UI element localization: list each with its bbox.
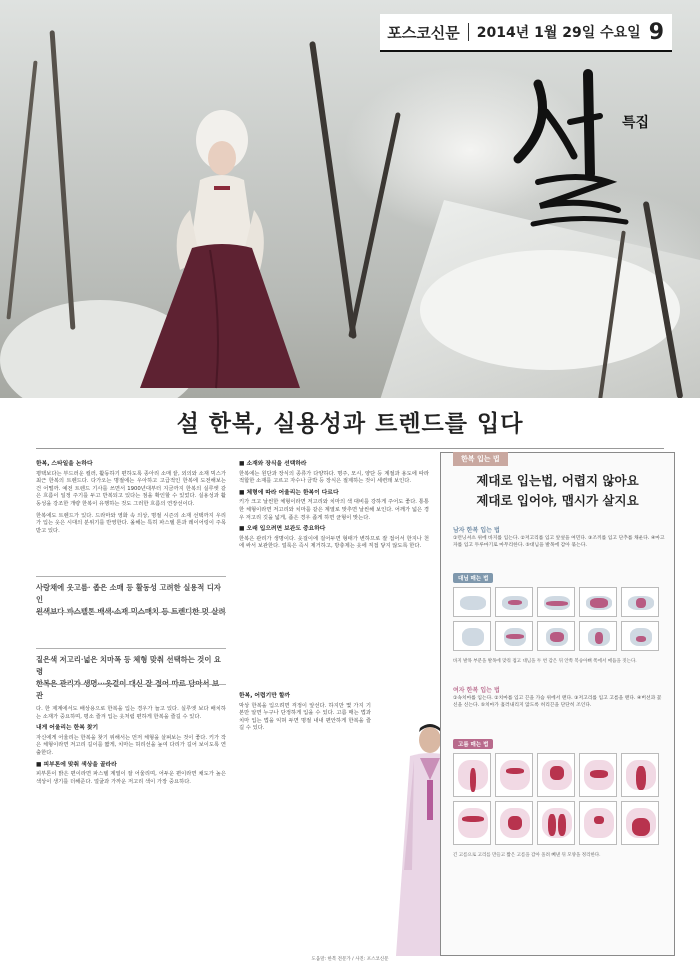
- article-paragraph: 키가 크고 날씬한 체형이라면 저고리와 치마의 색 대비를 강하게 주어도 좋다. 통통한 체형이라면 저고리와 치마를 같은 계열로 맞추면 날씬해 보인다. 어깨가 넓은 경우 저고리 깃을 넓게, 좁은 경우 좁게 하면 균형이 맞는다.: [239, 499, 429, 521]
- step-illustration: [453, 801, 491, 845]
- article-paragraph: 막상 한복을 입으려면 걱정이 앞선다. 하지만 몇 가지 기본만 알면 누구나 단정하게 입을 수 있다. 고름 매는 법과 치마 입는 법을 익혀 두면 명절 내내 편안하게 한복을 즐길 수 있다.: [239, 702, 371, 732]
- section-heading: 한복, 어렵기만 할까: [239, 693, 291, 699]
- pull-quote-2: [36, 654, 226, 702]
- page-number: 9: [648, 19, 664, 45]
- article-column-2: [239, 458, 429, 555]
- section-heading: ■ 오래 입으려면 보관도 중요하다: [239, 526, 326, 533]
- section-heading: ■ 체형에 따라 어울리는 한복이 다르다: [239, 489, 339, 496]
- step-illustration: [579, 621, 617, 651]
- step-illustration: [495, 621, 533, 651]
- women-section-heading: 여자 한복 입는 법: [453, 687, 500, 694]
- daenim-caption: 바지 발목 부분을 발목에 맞춰 접고 대님을 두 번 감은 뒤 안쪽 복숭아뼈 쪽에서 매듭을 짓는다.: [453, 659, 637, 664]
- step-illustration: [579, 801, 617, 845]
- step-illustration: [537, 801, 575, 845]
- daenim-label: 대님 매는 법: [453, 573, 493, 583]
- men-instructions: ①런닝셔츠 위에 바지를 입는다. ②저고리를 입고 앞섶을 여민다. ③조끼를 입고 단추를 채운다. ④마고자를 입고 두루마기로 마무리한다. ⑤대님을 발목에 감아 묶는다.: [453, 536, 665, 548]
- woman-in-hanbok: [130, 100, 310, 390]
- article-paragraph: 다. 한 제계에서도 배상용으로 한복을 입는 경우가 늘고 있다. 실루엣 보다 배치하는 소재가 중요하며, 평소 즐겨 입는 옷처럼 편하게 한복을 즐길 수 있다.: [36, 706, 226, 720]
- masthead-divider: [468, 23, 469, 41]
- tree-trunk: [50, 30, 76, 330]
- pull-quote-rule: [36, 648, 226, 649]
- tree-trunk: [309, 41, 357, 339]
- issue-date: 2014년 1월 29일 수요일: [476, 25, 641, 41]
- article-paragraph: 한복은 관리가 생명이다. 옷걸이에 걸어두면 형태가 변하므로 잘 접어서 한지나 천에 싸서 보관한다. 얼룩은 즉시 제거하고, 방충제는 옷에 직접 닿지 않도록 한다.: [239, 535, 429, 550]
- article-column-1: [36, 458, 226, 539]
- step-illustration: [579, 753, 617, 797]
- main-headline: 설 한복, 실용성과 트렌드를 입다: [176, 410, 524, 437]
- men-section-heading: 남자 한복 입는 법: [453, 527, 500, 534]
- step-illustration: [579, 587, 617, 617]
- step-illustration: [537, 753, 575, 797]
- step-illustration: [621, 621, 659, 651]
- pull-quote-rule: [36, 612, 226, 613]
- daenim-steps: [453, 587, 665, 651]
- step-illustration: [621, 801, 659, 845]
- sidebar-title: [441, 471, 674, 511]
- how-to-wear-sidebar: [440, 452, 675, 956]
- headline-rule: [36, 448, 664, 449]
- pull-quote-line: 사랑채에 옷고름· 좁은 소매 등 활동성 고려한 실용적 디자인: [36, 583, 221, 604]
- article-paragraph: 피부톤이 밝은 편이라면 파스텔 계열이 잘 어울리며, 어두운 편이라면 채도가 높은 색상이 생기를 더해준다. 얼굴과 가까운 저고리 색이 가장 중요하다.: [36, 771, 226, 785]
- step-illustration: [537, 621, 575, 651]
- photo-credit: 도움말: 한복 전문가 / 사진: 포스코신문: [311, 957, 389, 962]
- step-illustration: [495, 587, 533, 617]
- snow-bank: [420, 250, 680, 370]
- special-edition-label: 특집: [622, 115, 650, 131]
- section-heading: 한복, 스타일을 논하다: [36, 461, 93, 467]
- step-illustration: [621, 587, 659, 617]
- pull-quote-line: 짙은색 저고리·넓은 치마폭 등 체형 맞춰 선택하는 것이 요령: [36, 655, 221, 676]
- section-heading: ■ 피부톤에 맞춰 색상을 골라라: [36, 761, 117, 768]
- article-paragraph: 자신에게 어울리는 한복을 찾기 위해서는 먼저 체형을 살펴보는 것이 좋다. 키가 작은 체형이라면 저고리 길이를 짧게, 치마는 허리선을 높여 다리가 길어 보이도록 연출한다.: [36, 734, 226, 756]
- step-illustration: [453, 753, 491, 797]
- sidebar-title-line: 제대로 입어야, 맵시가 살지요: [476, 493, 639, 508]
- paper-name: 포스코신문: [387, 23, 460, 42]
- sidebar-tag: 한복 입는 법: [453, 452, 508, 466]
- section-heading: 내게 어울리는 한복 찾기: [36, 725, 99, 732]
- article-column-2-lower: [239, 690, 371, 737]
- article-paragraph: 한복에는 원단과 장식의 종류가 다양하다. 명주, 모시, 양단 등 계절과 용도에 따라 적합한 소재를 고르고 자수나 금박 등 장식은 절제하는 것이 세련돼 보인다.: [239, 470, 429, 485]
- calligraphy-title: [508, 64, 658, 234]
- women-instructions: ①속치마를 입는다. ②치마를 입고 끈을 가슴 위에서 맨다. ③저고리를 입고 고름을 맨다. ④버선과 꽃신을 신는다. ⑤치마가 흘러내리지 않도록 허리끈을 단단히 조인다.: [453, 696, 662, 708]
- pull-quote-line: 관: [36, 691, 44, 700]
- article-column-1-lower: [36, 706, 226, 790]
- step-illustration: [621, 753, 659, 797]
- section-heading: ■ 소재와 장식을 선택하라: [239, 461, 307, 467]
- goreum-steps: [453, 753, 665, 845]
- step-illustration: [537, 587, 575, 617]
- pull-quote-rule: [36, 576, 226, 577]
- step-illustration: [453, 621, 491, 651]
- hero-photo: [0, 0, 700, 398]
- step-illustration: [495, 753, 533, 797]
- step-illustration: [453, 587, 491, 617]
- goreum-label: 고름 매는 법: [453, 739, 493, 749]
- masthead: [380, 14, 672, 52]
- pull-quote-rule: [36, 684, 226, 685]
- tree-trunk: [348, 112, 401, 338]
- goreum-caption: 긴 고름으로 고리를 만들고 짧은 고름을 감아 올려 빼낸 뒤 모양을 정리한다.: [453, 853, 601, 858]
- article-paragraph: 한복에도 트렌드가 있다. 드라마와 영화 속 의상, 명절 시즌의 소재 선택까지 우리가 입는 옷은 시대의 분위기를 반영한다. 올해는 특히 파스텔 톤과 레이어링이 주목받고 있다.: [36, 512, 226, 534]
- sidebar-title-line: 제대로 입는법, 어렵지 않아요: [476, 473, 639, 488]
- article-paragraph: 평택보다는 부드러운 컬러, 활동하기 편하도록 종아리 소매 끝, 외의와 소재 믹스가 최근 한복의 트렌드다. 다가오는 명절에는 우아하고 고급적인 한복에 도전해보는 건 어떨까. 예전 트렌드 기사를 쓰면서 1900년대부터 지금까지 한복의 실루엣 같은 흐름이 일정 주기를 두고 반복되고 있다는 점을 확인할 수 있었다. 실용성과 활동성을 강조한 개량 한복이 유행하는 것도 그러한 흐름의 연장선이다.: [36, 470, 226, 507]
- tree-trunk: [6, 61, 37, 320]
- step-illustration: [495, 801, 533, 845]
